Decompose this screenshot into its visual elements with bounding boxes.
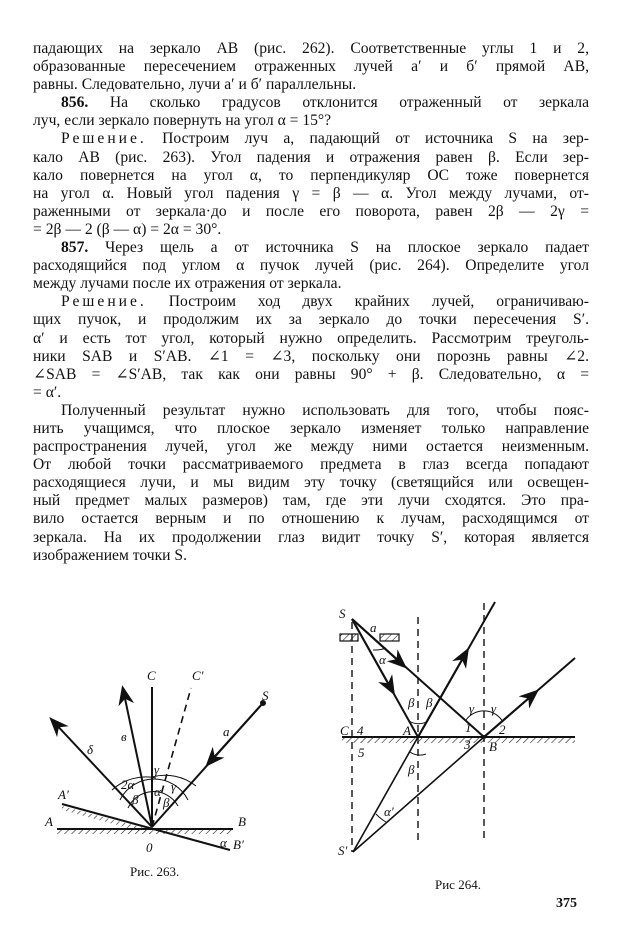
label: β xyxy=(408,695,415,710)
label: α xyxy=(154,784,161,799)
text-line: щих пучок, и продолжим их за зеркало до точки пересечения S′. xyxy=(33,311,589,329)
text-line: расходящийся под углом α пучок лучей (рис. 264). Определите угол xyxy=(33,257,589,275)
figure-264-labels xyxy=(338,606,506,892)
label: A xyxy=(45,814,53,829)
label: a xyxy=(223,724,230,739)
slit-screen-left xyxy=(340,634,358,641)
label: α xyxy=(220,835,227,850)
text-line: раженными от зеркала·до и после его поворота, равен 2β — 2γ = xyxy=(33,202,589,220)
label: 3 xyxy=(464,737,471,752)
label: γ xyxy=(154,762,160,777)
text-line: ники SAB и S′AB. ∠1 = ∠3, поскольку они порознь равны ∠2. xyxy=(33,347,589,365)
text-line: между лучами после их отражения от зеркала. xyxy=(33,275,342,293)
text-line: распространения лучей, угол же между ними остается неизменным. xyxy=(33,438,589,456)
label: γ xyxy=(491,701,497,716)
figure-264 xyxy=(340,602,575,852)
label: β xyxy=(426,695,433,710)
text-line: Через щель a от источника S на плоское зеркало падает xyxy=(105,239,589,257)
text-line: ∠SAB = ∠S′AB, так как они равны 90° + β. Следовательно, α = xyxy=(33,365,589,383)
problem-number: 856. xyxy=(61,94,89,112)
incident-arrow xyxy=(208,703,263,764)
label: C xyxy=(147,668,156,683)
figure-caption: Рис. 263. xyxy=(130,864,180,879)
slit-screen-right xyxy=(380,634,399,641)
label: B xyxy=(489,739,497,754)
label: S xyxy=(262,688,269,703)
problem-number: 857. xyxy=(61,239,89,257)
text-line: расходящиеся лучи, и мы видим эту точку (светящийся или освещен- xyxy=(33,474,589,492)
label: 2α xyxy=(121,777,135,792)
text-line: Полученный результат нужно использовать для того, чтобы пояс- xyxy=(61,401,589,419)
label: β xyxy=(132,792,139,807)
label: β xyxy=(163,795,170,810)
label: 0 xyxy=(146,840,153,855)
figure-caption: Рис 264. xyxy=(435,877,481,892)
text-line: вило остается верным и по отношению к лучам, расходящимся от xyxy=(33,510,589,528)
label: B′ xyxy=(233,837,244,852)
reflected-a-arrow xyxy=(418,651,467,737)
label: 1 xyxy=(465,720,472,735)
text-line: зеркала. На их продолжении глаз видит точку S′, которая является xyxy=(33,528,589,546)
page-number: 375 xyxy=(556,896,577,911)
text-line: кало AB (рис. 263). Угол падения и отражения равен β. Если зер- xyxy=(33,148,589,166)
text-line: Построим ход двух крайних лучей, ограничиваю- xyxy=(168,293,589,311)
text-line: От любой точки рассматриваемого предмета в глаз всегда попадают xyxy=(33,456,589,474)
label: 4 xyxy=(357,723,364,738)
text-line: равны. Следовательно, лучи a′ и б′ параллельны. xyxy=(33,76,357,94)
label: β xyxy=(408,762,415,777)
label: α xyxy=(379,652,386,667)
label: S′ xyxy=(338,843,348,858)
label: 2 xyxy=(499,722,506,737)
label: C′ xyxy=(192,668,204,683)
solution-label: Решение. xyxy=(61,130,147,148)
angle-arc xyxy=(373,648,386,650)
label: A xyxy=(403,723,411,738)
text-line: ный предмет малых размеров) там, где эти лучи сходятся. Это пра- xyxy=(33,492,589,510)
label: A′ xyxy=(58,787,69,802)
label: в xyxy=(121,729,127,744)
text-line: На сколько градусов отклонится отраженный от зеркала xyxy=(109,94,589,112)
text-line: = 2β — 2 (β — α) = 2α = 30°. xyxy=(33,220,222,238)
text-line: образованные пересечением отраженных лучей a′ и б′ прямой AB, xyxy=(33,58,589,76)
label: α′ xyxy=(384,804,394,819)
label: δ xyxy=(87,742,94,757)
label: C xyxy=(340,723,349,738)
text-line: луч, если зеркало повернуть на угол α = 15°? xyxy=(33,112,332,130)
label: γ xyxy=(171,779,177,794)
label: 5 xyxy=(358,745,365,760)
text-line: на угол α. Новый угол падения γ = β — α. Угол между лучами, от- xyxy=(33,184,589,202)
ray-sb-arrow xyxy=(352,619,404,666)
solution-label: Решение. xyxy=(61,293,147,311)
text-line: Построим луч a, падающий от источника S на зер- xyxy=(162,130,589,148)
text-line: = α′. xyxy=(33,383,62,401)
text-line: падающих на зеркало AB (рис. 262). Соответственные углы 1 и 2, xyxy=(33,40,589,57)
label: S xyxy=(339,606,346,621)
text-line: изображением точки S. xyxy=(33,546,187,564)
label: a xyxy=(370,620,377,635)
text-line: кало повернется на угол α, то перпендикуляр OC тоже повернется xyxy=(33,166,589,184)
text-line: α′ и есть тот угол, который нужно определить. Рассмотрим треуголь- xyxy=(33,329,589,347)
label: γ xyxy=(469,701,475,716)
figure-263-labels xyxy=(44,668,269,879)
label: B xyxy=(238,814,246,829)
text-line: нить учащимся, что плоское зеркало изменяет только направление xyxy=(33,419,589,437)
